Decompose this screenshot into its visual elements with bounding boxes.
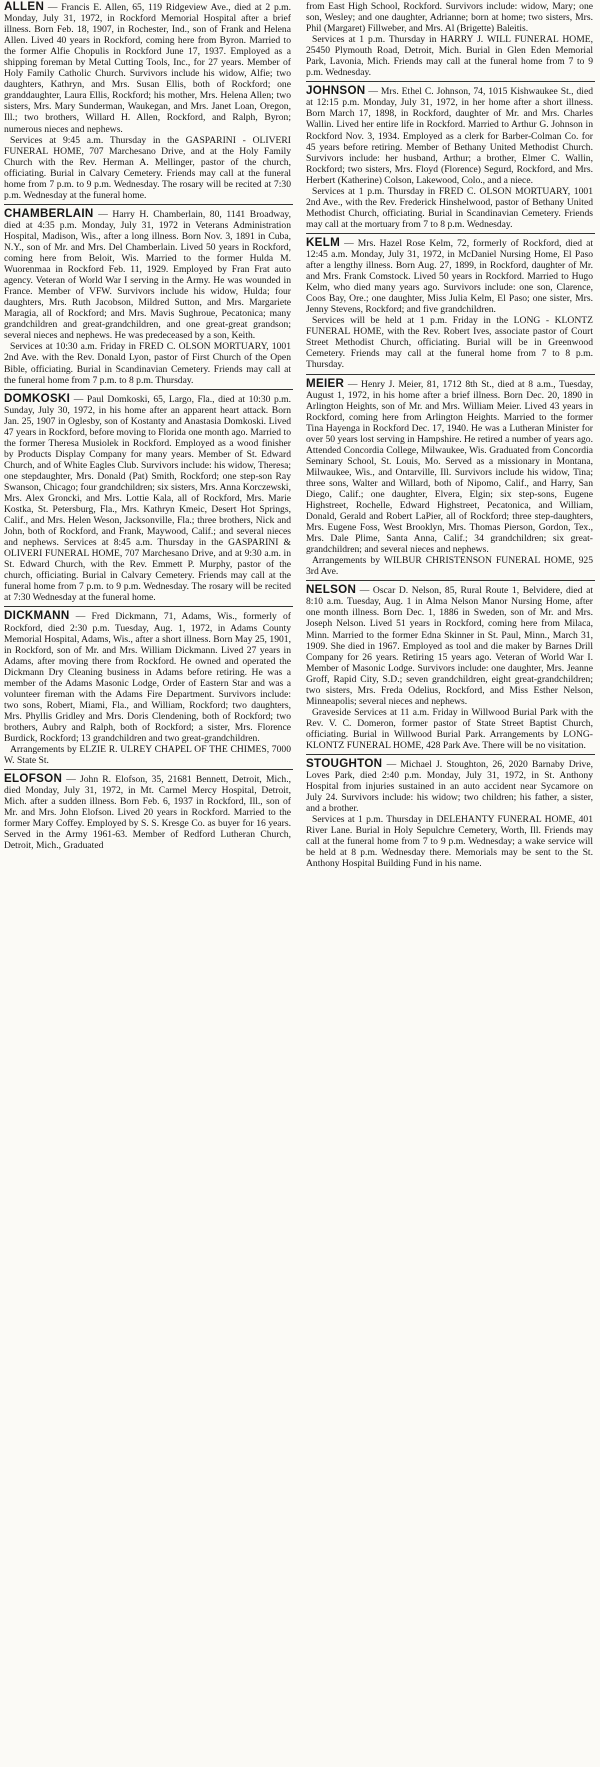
obituary-paragraph <box>4 341 291 385</box>
obituary-text: Mrs. Ethel C. Johnson, 74, 1015 Kishwaukee St., died at 12:15 p.m. Monday, July 31, 1972, in her home after a short illness. Born March 17, 1898, in Rockford, daughter of Mr. and Mrs. Charles Wallin. Lived her entire life in Rockford. Married to Arthur G. Johnson in Rockford Nov. 3, 1934. Employed as a clerk for Barber-Colman Co. for 45 years before retiring. Member of Bethany United Methodist Church. Survivors include: her husband, Arthur; a brother, Elmer C. Wallin, Rockford; two sisters, Mrs. Floyd (Florence) Segurd, Rockford, and Mrs. Herbert (Katherine) Colson, Lakewood, Colo., and a niece. <box>306 86 593 186</box>
obituary-surname: JOHNSON <box>306 84 366 98</box>
obituary-text: Paul Domkoski, 65, Largo, Fla., died at 10:30 p.m. Sunday, July 30, 1972, in his home after an apparent heart attack. Born Jan. 25, 1907 in Oglesby, son of Kostanty and Anastasia Domkoski. Lived 47 years in Rockford, before moving to Florida one month ago. Married to the former Theresa Musiolek in Rockford. Employed as a wood finisher by Products Display Company for many years. Member of St. Edward Church, and of White Eagles Club. Survivors include: his widow, Theresa; one stepdaughter, Mrs. Donald (Pat) Smith, Rockford; one step-son Ray Swanson, Chicago; four grandchildren; six sisters, Mrs. Anna Korczewski, Mrs. Alex Groncki, and Mrs. Lottie Kala, all of Rockford, Mrs. Marie Kostka, St. Petersburg, Fla., Mrs. Kathryn Kmeic, Desert Hot Springs, Calif., and Mrs. Helen Weson, Jacksonville, Fla.; three brothers, Nick and John, both of Rockford, and Frank, Maywood, Calif.; and several nieces and nephews. Services at 8:45 a.m. Thursday in the GASPARINI & OLIVERI FUNERAL HOME, 707 Marchesano Drive, and at 9:30 a.m. in St. Edward Church, with the Rev. Emmett P. Murphy, pastor of the church, officiating. Burial in Calvary Cemetery. Friends may call at the funeral home from 7 p.m. to 9 p.m. Wednesday. The rosary will be recited at 7:30 Wednesday at the funeral home. <box>4 393 292 604</box>
obituary-paragraph: DICKMANN — Fred Dickmann, 71, Adams, Wis., formerly of Rockford, died 2:30 p.m. Tuesday, Aug. 1, 1972, in Adams County Memorial Hospital, Adams, Wis., after a short illness. Born May 25, 1901, in Rockford, son of Mr. and Mrs. William Dickmann. Lived 27 years in Adams, after moving there from Rockford. He owned and operated the Dickmann Dry Cleaning business in Adams before retiring. He was a member of the Adams Masonic Lodge, Order of Eastern Star and was a volunteer fireman with the Adams Fire Department. Survivors include: two sons, Robert, Miami, Fla., and William, Rockford; two daughters, Mrs. Phyllis Gridley and Mrs. Doris Clendening, both of Rockford; two brothers, Aubry and Ralph, both of Rockford; a sister, Mrs. Florence Burdick, Rockford; 13 grandchildren and two great-grandchildren. <box>4 609 291 744</box>
obituary-paragraph <box>306 814 593 869</box>
obituary-johnson <box>306 84 595 234</box>
obituary-text: Mrs. Hazel Rose Kelm, 72, formerly of Rockford, died at 12:45 a.m. Monday, July 31, 1972, in McDaniel Nursing Home, El Paso after a lengthy illness. Born Aug. 27, 1899, in Rockford, daughter of Mr. and Mrs. Frank Comstock. Lived 50 years in Rockford. Married to Hugo Kelm, who died many years ago. Survivors include: one son, Clarence, Coos Bay, Ore.; one daughter, Miss Julia Kelm, El Paso; one sister, Mrs. Jenny Stevens, Rockford; and five grandchildren. <box>306 237 593 316</box>
obituary-nelson <box>306 583 595 755</box>
obituary-surname: DOMKOSKI <box>4 391 71 405</box>
obituary-paragraph: ELOFSON — John R. Elofson, 35, 21681 Bennett, Detroit, Mich., died Monday, July 31, 1972, in Mt. Carmel Mercy Hospital, Detroit, Mich. after a sudden illness. Born Feb. 6, 1937 in Rockford, Ill., son of Mr. and Mrs. John Elofson. Lived 20 years in Rockford. Married to the former Mary Coffey. Employed by S. S. Kresge Co. as buyer for 16 years. Served in the Army 1961-63. Member of Redford Lutheran Church, Detroit, Mich., Graduated <box>4 772 291 852</box>
obituary-text: Arrangements by WILBUR CHRISTENSON FUNERAL HOME, 925 3rd Ave. <box>306 555 593 578</box>
obituary-surname: MEIER <box>306 376 345 390</box>
obituary-column-left <box>4 0 293 856</box>
obituary-surname: ELOFSON <box>4 772 63 786</box>
obituary-text: Francis E. Allen, 65, 119 Ridgeview Ave., died at 2 p.m. Monday, July 31, 1972, in Rockford Memorial Hospital after a brief illness. Born Feb. 18, 1907, in Rochester, Ind., son of Frank and Helena Allen. Lived 40 years in Rockford, coming here from Byron. Married to the former Alfie Chopulis in Rockford June 17, 1937. Employed as a shipping foreman by Metal Cutting Tools, Inc., for 27 years. Member of Holy Family Catholic Church. Survivors include his widow, Alfie; two daughters, Kathryn, and Mrs. Susan Ellis, both of Rockford; one granddaughter, Laura Ellis, Rockford; his mother, Mrs. Helena Allen; two sisters, Mrs. Mary Sunderman, Waukegan, and Mrs. Janet Loan, Oregon, Ill.; two brothers, Willard H. Allen, Rockford, and Ralph, Byron; numerous nieces and nephews. <box>4 2 292 135</box>
obituary-paragraph: ALLEN — Francis E. Allen, 65, 119 Ridgeview Ave., died at 2 p.m. Monday, July 31, 1972, in Rockford Memorial Hospital after a brief illness. Born Feb. 18, 1907, in Rochester, Ind., son of Frank and Helena Allen. Lived 40 years in Rockford, coming here from Byron. Married to the former Alfie Chopulis in Rockford June 17, 1937. Employed as a shipping foreman by Metal Cutting Tools, Inc., for 27 years. Member of Holy Family Catholic Church. Survivors include his widow, Alfie; two daughters, Kathryn, and Mrs. Susan Ellis, both of Rockford; one granddaughter, Laura Ellis, Rockford; his mother, Mrs. Helena Allen; two sisters, Mrs. Mary Sunderman, Waukegan, and Mrs. Janet Loan, Oregon, Ill.; two brothers, Willard H. Allen, Rockford, and Ralph, Byron; numerous nieces and nephews. <box>4 0 292 135</box>
obituary-kelm <box>306 236 595 375</box>
obituary-paragraph <box>306 1 593 34</box>
obituary-paragraph <box>4 744 291 766</box>
obituary-paragraph <box>306 34 593 78</box>
obituary-paragraph: KELM — Mrs. Hazel Rose Kelm, 72, formerly of Rockford, died at 12:45 a.m. Monday, July 31, 1972, in McDaniel Nursing Home, El Paso after a lengthy illness. Born Aug. 27, 1899, in Rockford, daughter of Mr. and Mrs. Frank Comstock. Lived 50 years in Rockford. Married to Hugo Kelm, who died many years ago. Survivors include: one son, Clarence, Coos Bay, Ore.; one daughter, Miss Julia Kelm, El Paso; one sister, Mrs. Jenny Stevens, Rockford; and five grandchildren. <box>306 235 593 316</box>
obituary-paragraph <box>306 555 593 577</box>
obituary-surname: NELSON <box>306 583 357 597</box>
obituary-meier <box>306 377 595 582</box>
obituary-surname: ALLEN <box>4 0 45 13</box>
obituary-text: Services at 9:45 a.m. Thursday in the GASPARINI - OLIVERI FUNERAL HOME, 707 Marchesano Drive, and at the Holy Family Church with the Rev. Herman A. Mellinger, pastor of the church, officiating. Burial in Calvary Cemetery. Friends may call at the funeral home from 7 p.m. to 9 p.m. Wednesday. The rosary will be recited at 7:30 p.m. Wednesday at the funeral home. <box>4 134 291 201</box>
obituary-surname: DICKMANN <box>4 609 70 623</box>
obituary-text: Fred Dickmann, 71, Adams, Wis., formerly of Rockford, died 2:30 p.m. Tuesday, Aug. 1, 1972, in Adams County Memorial Hospital, Adams, Wis., after a short illness. Born May 25, 1901, in Rockford, son of Mr. and Mrs. William Dickmann. Lived 27 years in Adams, after moving there from Rockford. He owned and operated the Dickmann Dry Cleaning business in Adams before retiring. He was a member of the Adams Masonic Lodge, Order of Eastern Star and was a volunteer fireman with the Adams Fire Department. Survivors include: two sons, Robert, Miami, Fla., and William, Rockford; two daughters, Mrs. Phyllis Gridley and Mrs. Doris Clendening, both of Rockford; two brothers, Aubry and Ralph, both of Rockford; a sister, Mrs. Florence Burdick, Rockford; 13 grandchildren and two great-grandchildren. <box>4 611 291 744</box>
obituary-text: Services will be held at 1 p.m. Friday in the LONG - KLONTZ FUNERAL HOME, with the Rev. Robert Ives, associate pastor of Court Street Methodist Church, officiating. Burial will be in Greenwood Cemetery. Friends may call at the funeral home from 7 to 8 p.m. Thursday. <box>306 315 593 371</box>
obituary-paragraph <box>306 707 593 751</box>
obituary-elofson-cont <box>306 0 595 82</box>
obituary-text: Michael J. Stoughton, 26, 2020 Barnaby Drive, Loves Park, died 2:40 p.m. Monday, July 31, 1972, in St. Anthony Hospital from injuries sustained in an auto accident near Sycamore on July 24. Survivors include: his widow; two children; his father, a sister, and a brother. <box>306 759 594 815</box>
obituary-stoughton <box>306 757 595 872</box>
obituary-paragraph: MEIER — Henry J. Meier, 81, 1712 8th St., died at 8 a.m., Tuesday, August 1, 1972, in his home after a brief illness. Born Dec. 20, 1890 in Arlington Heights, son of Mr. and Mrs. William Meier. Lived 43 years in Rockford, coming here from Arlington Heights. Married to the former Tina Hayenga in Rockford Dec. 17, 1940. He was a Lutheran Minister for over 50 years lost serving in Hampshire. He retired a number of years ago. Attended Concordia College, Milwaukee, Wis. Graduated from Concordia Seminary School, St. Louis, Mo. Served as a missionary in Montana, Milwaukee, Wis., and Ontarville, Ill. Survivors include his widow, Tina; three sons, Walter and Willard, both of Nipomo, Calif., and Harry, San Diego, Calif.; one daughter, Elvera, Elgin; six step-sons, Eugene Highstreet, Rochelle, Edward Highstreet, Pecatonica, and William, Donald, Gerald and Robert LaPier, all of Rockford; three step-daughters, Mrs. Eugene Foss, West Brooklyn, Mrs. Thomas Pierson, Gordon, Tex., Mrs. Dale Plime, Santa Anna, Calif.; 34 grandchildren; six great-grandchildren; and several nieces and nephews. <box>306 376 593 556</box>
obituary-paragraph <box>306 315 593 370</box>
obituary-paragraph <box>4 135 291 201</box>
obituary-text: Services at 1 p.m. Thursday in DELEHANTY FUNERAL HOME, 401 River Lane. Burial in Holy Sepulchre Cemetery, Worth, Ill. Friends may call at the funeral home from 7 to 9 p.m. Wednesday; a wake service will be held at 8 p.m. Wednesday there. Memorials may be sent to the St. Anthony Hospital Building Fund in his name. <box>306 814 593 870</box>
obituary-paragraph: CHAMBERLAIN — Harry H. Chamberlain, 80, 1141 Broadway, died at 4:35 p.m. Monday, July 31, 1972 in Veterans Administration Hospital, Madison, Wis., after a long illness. Born Nov. 3, 1891 in Cuba, N.Y., son of Mr. and Mrs. Del Chamberlain. Lived 50 years in Rockford, coming here from Beloit, Wis. Married to the former Hulda M. Wuorenmaa in Rockford Feb. 11, 1929. Employed by Fran Frat auto agency. Veteran of World War I serving in the Army. He was wounded in France. Member of VFW. Survivors include his widow, Hulda; four daughters, Mrs. Ruth Jacobson, Mildred Sutton, and Mrs. Margariete Maragia, all of Rockford; and Mrs. Mavis Sughroue, Pecatonica; many grandchildren and great-grandchildren, and one great-great grandson; several nieces and nephews. He was predeceased by a son, Keith. <box>4 206 292 342</box>
obituary-surname: CHAMBERLAIN <box>4 206 94 220</box>
obituary-text: from East High School, Rockford. Survivors include: widow, Mary; one son, Wesley; and one daughter, Adrianne; born at home; two sisters, Mrs. Phil (Margaret) Fillweber, and Mrs. Al (Brigette) Baleitis. <box>306 1 593 35</box>
obituary-paragraph: DOMKOSKI — Paul Domkoski, 65, Largo, Fla., died at 10:30 p.m. Sunday, July 30, 1972, in his home after an apparent heart attack. Born Jan. 25, 1907 in Oglesby, son of Kostanty and Anastasia Domkoski. Lived 47 years in Rockford, before moving to Florida one month ago. Married to the former Theresa Musiolek in Rockford. Employed as a wood finisher by Products Display Company for many years. Member of St. Edward Church, and of White Eagles Club. Survivors include: his widow, Theresa; one stepdaughter, Mrs. Donald (Pat) Smith, Rockford; one step-son Ray Swanson, Chicago; four grandchildren; six sisters, Mrs. Anna Korczewski, Mrs. Alex Groncki, and Mrs. Lottie Kala, all of Rockford, Mrs. Marie Kostka, St. Petersburg, Fla., Mrs. Kathryn Kmeic, Desert Hot Springs, Calif., and Mrs. Helen Weson, Jacksonville, Fla.; three brothers, Nick and John, both of Rockford, and Frank, Maywood, Calif.; and several nieces and nephews. Services at 8:45 a.m. Thursday in the GASPARINI & OLIVERI FUNERAL HOME, 707 Marchesano Drive, and at 9:30 a.m. in St. Edward Church, with the Rev. Emmett P. Murphy, pastor of the church, officiating. Burial in Calvary Cemetery. Friends may call at the funeral home from 7 p.m. to 9 p.m. Wednesday. The rosary will be recited at 7:30 Wednesday at the funeral home. <box>4 391 292 604</box>
obituary-elofson <box>4 772 293 854</box>
obituary-text: Henry J. Meier, 81, 1712 8th St., died at 8 a.m., Tuesday, August 1, 1972, in his home after a brief illness. Born Dec. 20, 1890 in Arlington Heights, son of Mr. and Mrs. William Meier. Lived 43 years in Rockford, coming here from Arlington Heights. Married to the former Tina Hayenga in Rockford Dec. 17, 1940. He was a Lutheran Minister for over 50 years lost serving in Hampshire. He retired a number of years ago. Attended Concordia College, Milwaukee, Wis. Graduated from Concordia Seminary School, St. Louis, Mo. Served as a missionary in Montana, Milwaukee, Wis., and Ontarville, Ill. Survivors include his widow, Tina; three sons, Walter and Willard, both of Nipomo, Calif., and Harry, San Diego, Calif.; one daughter, Elvera, Elgin; six step-sons, Eugene Highstreet, Rochelle, Edward Highstreet, Pecatonica, and William, Donald, Gerald and Robert LaPier, all of Rockford; three step-daughters, Mrs. Eugene Foss, West Brooklyn, Mrs. Thomas Pierson, Gordon, Tex., Mrs. Dale Plime, Santa Anna, Calif.; 34 grandchildren; six great-grandchildren; and several nieces and nephews. <box>306 378 593 556</box>
obituary-paragraph: NELSON — Oscar D. Nelson, 85, Rural Route 1, Belvidere, died at 8:10 a.m. Tuesday, Aug. 1 in Alma Nelson Manor Nursing Home, after one month illness. Born Dec. 1, 1886 in Sweden, son of Mr. and Mrs. Joseph Nelson. Lived 51 years in Rockford, coming here from Milaca, Minn. Married to the former Edna Skinner in St. Paul, Minn., March 31, 1909. She died in 1967. Employed as tool and die maker by Barnes Drill Company for 26 years. Retiring 15 years ago. Veteran of World War I. Member of Masonic Lodge. Survivors include: one daughter, Mrs. Jeanne Groff, Rapid City, S.D.; seven grandchildren, eight great-grandchildren; two sisters, Mrs. Freda Odelius, Rockford, and Miss Esther Nelson, Minneapolis; several nieces and nephews. <box>306 583 593 707</box>
obituary-surname: KELM <box>306 235 341 249</box>
obituary-column-right <box>306 0 595 875</box>
obituary-allen <box>4 0 293 205</box>
obituary-paragraph: STOUGHTON — Michael J. Stoughton, 26, 2020 Barnaby Drive, Loves Park, died 2:40 p.m. Monday, July 31, 1972, in St. Anthony Hospital from injuries sustained in an auto accident near Sycamore on July 24. Survivors include: his widow; two children; his father, a sister, and a brother. <box>306 757 594 815</box>
obituary-paragraph: JOHNSON — Mrs. Ethel C. Johnson, 74, 1015 Kishwaukee St., died at 12:15 p.m. Monday, July 31, 1972, in her home after a short illness. Born March 17, 1898, in Rockford, daughter of Mr. and Mrs. Charles Wallin. Lived her entire life in Rockford. Married to Arthur G. Johnson in Rockford Nov. 3, 1934. Employed as a clerk for Barber-Colman Co. for 45 years before retiring. Member of Bethany United Methodist Church. Survivors include: her husband, Arthur; a brother, Elmer C. Wallin, Rockford; two sisters, Mrs. Floyd (Florence) Segurd, Rockford, and Mrs. Herbert (Katherine) Colson, Lakewood, Colo., and a niece. <box>306 84 593 186</box>
obituary-text: John R. Elofson, 35, 21681 Bennett, Detroit, Mich., died Monday, July 31, 1972, in Mt. Carmel Mercy Hospital, Detroit, Mich. after a sudden illness. Born Feb. 6, 1937 in Rockford, Ill., son of Mr. and Mrs. John Elofson. Lived 20 years in Rockford. Married to the former Mary Coffey. Employed by S. S. Kresge Co. as buyer for 16 years. Served in the Army 1961-63. Member of Redford Lutheran Church, Detroit, Mich., Graduated <box>4 774 291 852</box>
obituary-text: Oscar D. Nelson, 85, Rural Route 1, Belvidere, died at 8:10 a.m. Tuesday, Aug. 1 in Alma Nelson Manor Nursing Home, after one month illness. Born Dec. 1, 1886 in Sweden, son of Mr. and Mrs. Joseph Nelson. Lived 51 years in Rockford, coming here from Milaca, Minn. Married to the former Edna Skinner in St. Paul, Minn., March 31, 1909. She died in 1967. Employed as tool and die maker by Barnes Drill Company for 26 years. Retiring 15 years ago. Veteran of World War I. Member of Masonic Lodge. Survivors include: one daughter, Mrs. Jeanne Groff, Rapid City, S.D.; seven grandchildren, eight great-grandchildren; two sisters, Mrs. Freda Odelius, Rockford, and Miss Esther Nelson, Minneapolis; several nieces and nephews. <box>306 585 593 707</box>
obituary-text: Harry H. Chamberlain, 80, 1141 Broadway, died at 4:35 p.m. Monday, July 31, 1972 in Veterans Administration Hospital, Madison, Wis., after a long illness. Born Nov. 3, 1891 in Cuba, N.Y., son of Mr. and Mrs. Del Chamberlain. Lived 50 years in Rockford, coming here from Beloit, Wis. Married to the former Hulda M. Wuorenmaa in Rockford Feb. 11, 1929. Employed by Fran Frat auto agency. Veteran of World War I serving in the Army. He was wounded in France. Member of VFW. Survivors include his widow, Hulda; four daughters, Mrs. Ruth Jacobson, Mildred Sutton, and Mrs. Margariete Maragia, all of Rockford; and Mrs. Mavis Sughroue, Pecatonica; many grandchildren and great-grandchildren, and one great-great grandson; several nieces and nephews. He was predeceased by a son, Keith. <box>4 208 292 342</box>
obituary-text: Services at 1 p.m. Thursday in HARRY J. WILL FUNERAL HOME, 25450 Plymouth Road, Detroit, Mich. Burial in Glen Eden Memorial Park, Lavonia, Mich. Friends may call at the funeral home from 7 to 9 p.m. Wednesday. <box>306 34 593 79</box>
obituary-surname: STOUGHTON <box>306 757 383 771</box>
obituary-text: Arrangements by ELZIE R. ULREY CHAPEL OF THE CHIMES, 7000 W. State St. <box>4 744 291 767</box>
obituary-text: Graveside Services at 11 a.m. Friday in Willwood Burial Park with the Rev. V. C. Domeron, former pastor of State Street Baptist Church, officiating. Burial in Willwood Burial Park. Arrangements by LONG-KLONTZ FUNERAL HOME, 428 Park Ave. There will be no visitation. <box>306 706 593 751</box>
obituary-dickmann <box>4 609 293 770</box>
obituary-paragraph <box>306 186 593 230</box>
obituary-chamberlain <box>4 207 293 390</box>
obituary-text: Services at 10:30 a.m. Friday in FRED C. OLSON MORTUARY, 1001 2nd Ave. with the Rev. Donald Lyon, pastor of First Church of the Open Bible, officiating. Burial in Scandinavian Cemetery. Friends may call at the funeral home from 7 p.m. to 8 p.m. Thursday. <box>4 341 291 386</box>
obituary-domkoski <box>4 392 293 608</box>
obituary-text: Services at 1 p.m. Thursday in FRED C. OLSON MORTUARY, 1001 2nd Ave., with the Rev. Frederick Hinshelwood, pastor of Bethany United Methodist Church, officiating. Burial in Scandinavian Cemetery. Friends may call at the mortuary from 7 to 8 p.m. Wednesday. <box>306 185 593 230</box>
